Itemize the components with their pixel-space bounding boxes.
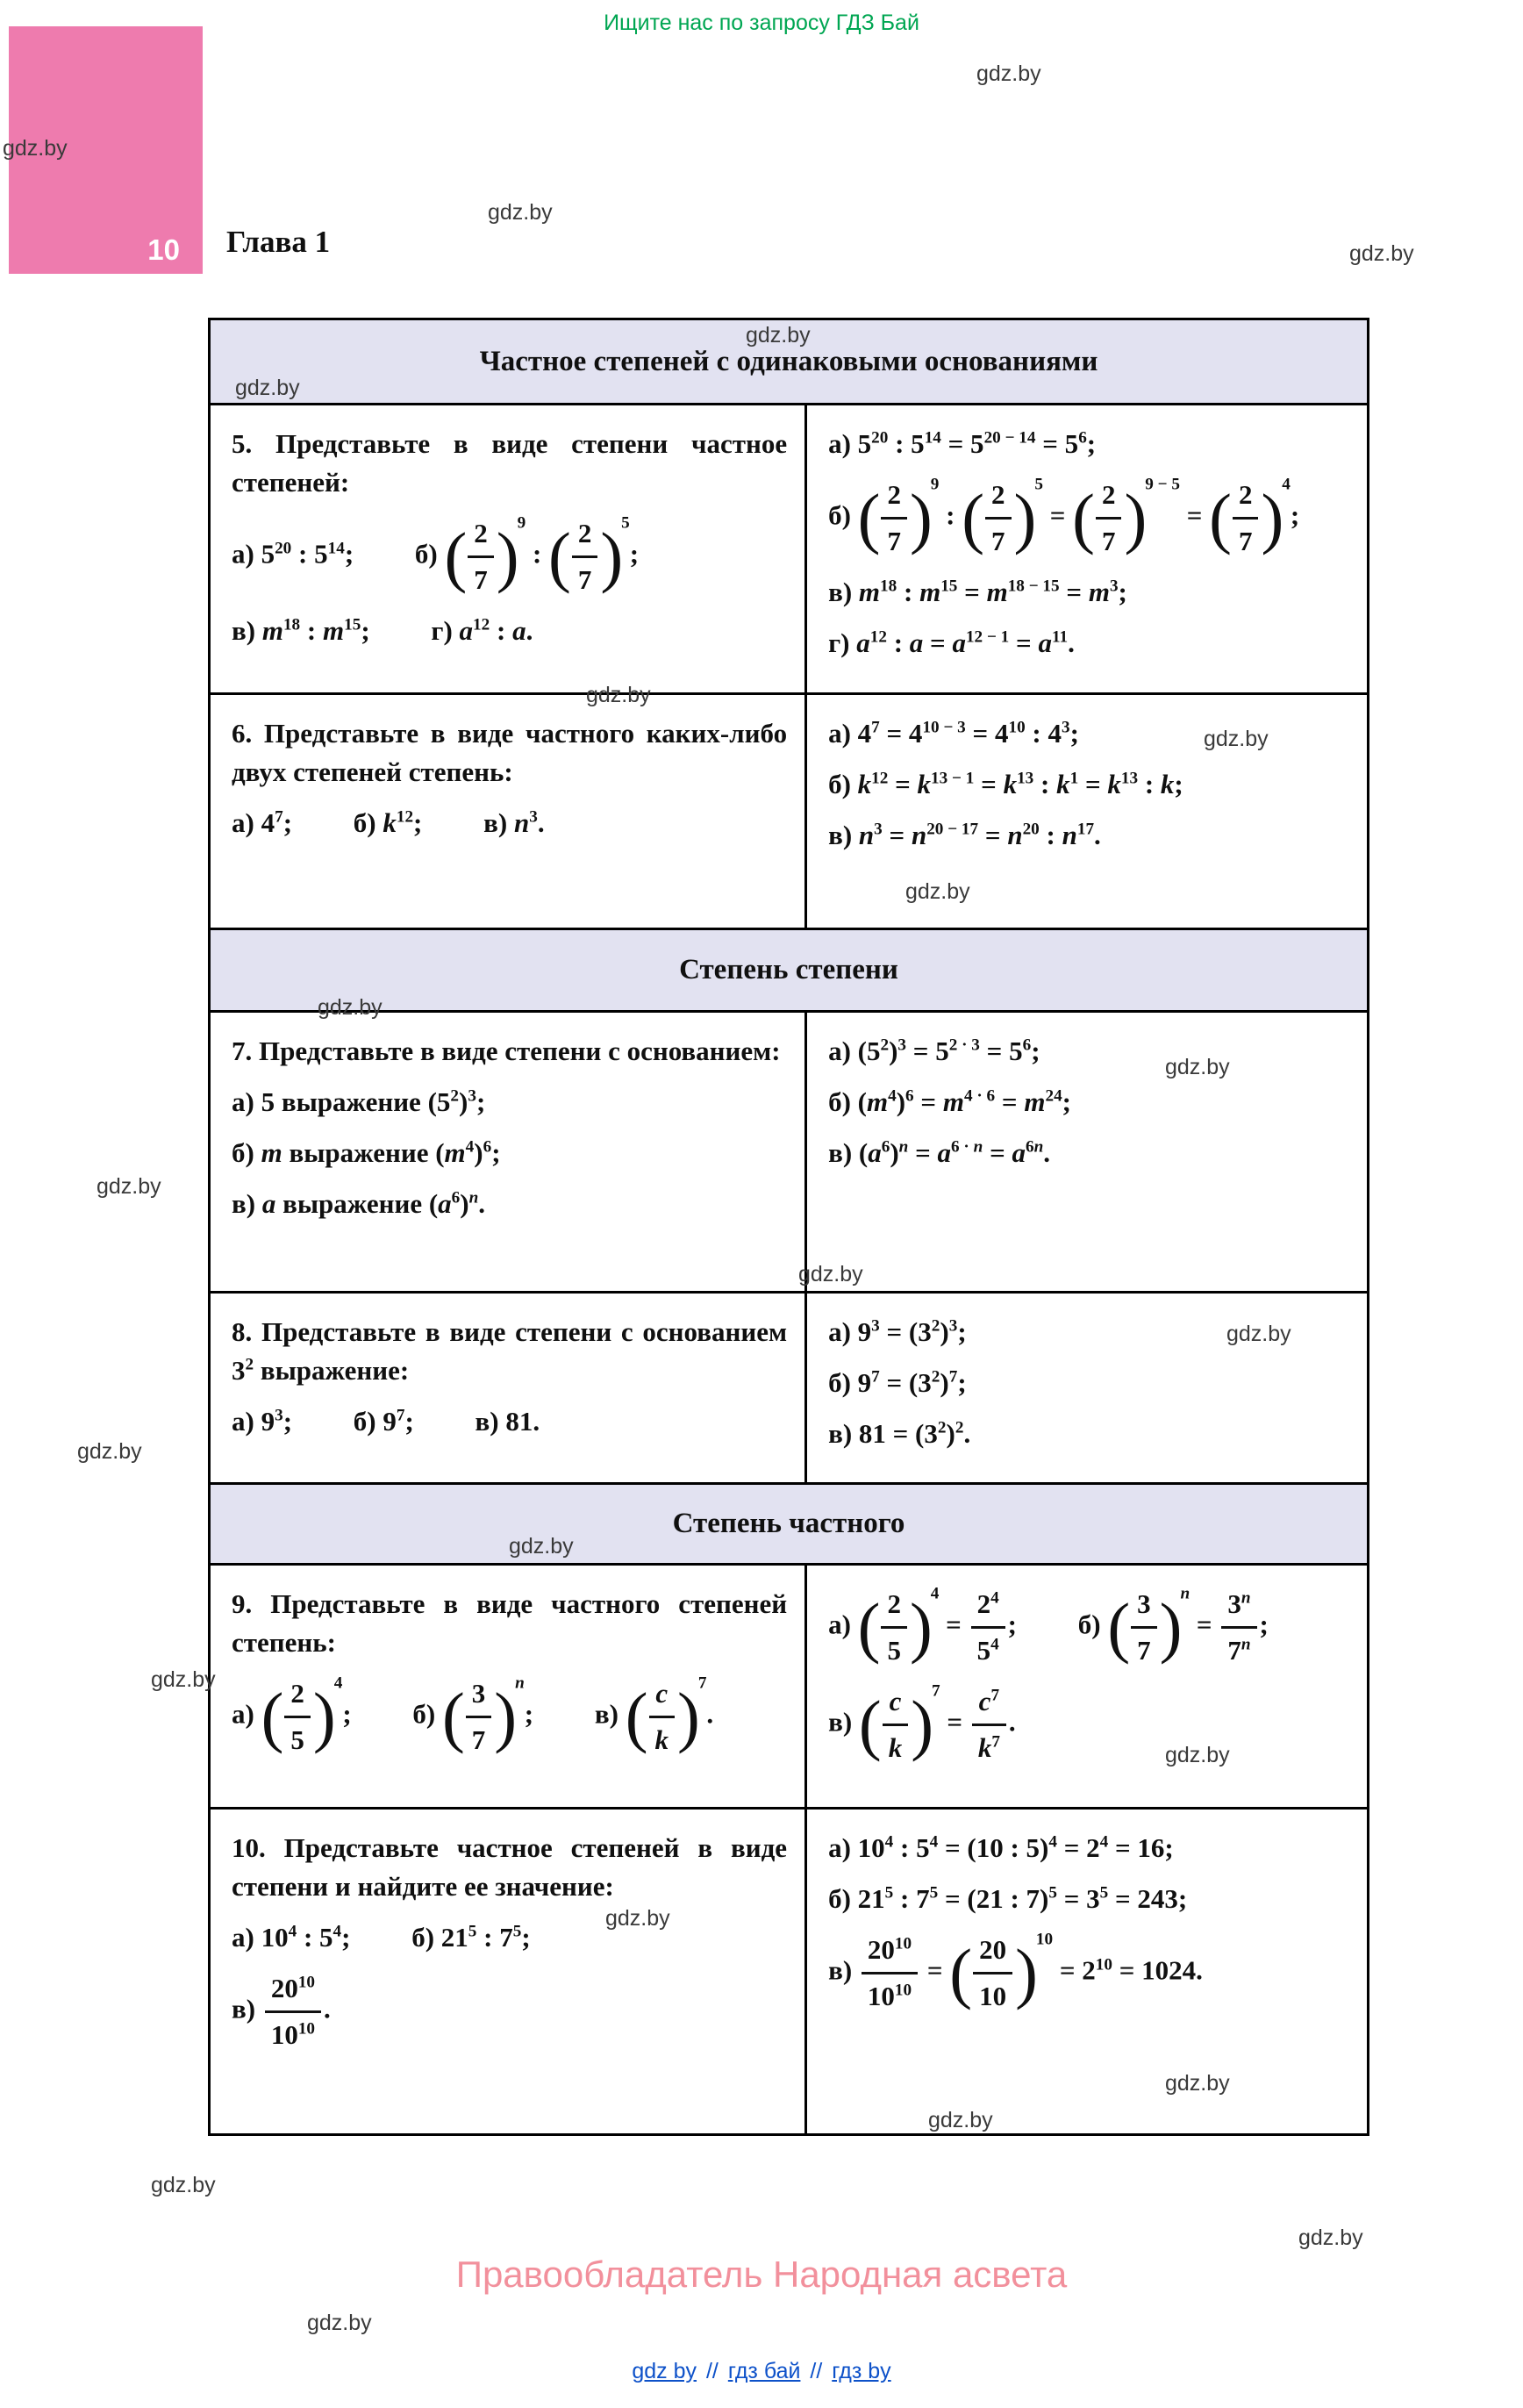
section-header-label: Степень частного [672, 1508, 905, 1539]
left-paren-icon: ( [962, 480, 983, 555]
bottom-link[interactable]: гдз бай [727, 2359, 801, 2383]
right-paren-icon: ) [909, 480, 931, 555]
problem-statement: 8. Представьте в виде степени с основанием $3^2$ выражение: [232, 1316, 788, 1387]
problem-cell [211, 1013, 807, 1291]
gdz-watermark: gdz.by [746, 323, 811, 348]
fraction: $\frac{2}{7}$ [1233, 476, 1259, 561]
answer-line: б) $(m^4)^6 = m^{4 \cdot 6} = m^{24}$; [828, 1086, 1071, 1118]
problem-row [211, 403, 1367, 692]
fraction: $\frac{2}{5}$ [881, 1585, 907, 1670]
fraction: $\frac{2}{7}$ [572, 514, 598, 599]
fraction: $\frac{c}{k}$ [883, 1682, 909, 1767]
gdz-watermark: gdz.by [928, 2108, 993, 2132]
top-search-note: Ищите нас по запросу ГДЗ Бай [604, 11, 919, 35]
left-paren-icon: ( [1072, 480, 1093, 555]
section-header [211, 1482, 1367, 1563]
gdz-watermark: gdz.by [3, 136, 68, 161]
chapter-title: Глава 1 [226, 225, 331, 259]
answer-line: а) ( $\frac{2}{5}$ )$^4$ = $\frac{2^4}{5^4}$ ; б) ( $\frac{3}{7}$ )$^n$ = $\frac{3^n}{7^n}$ ; [828, 1585, 1349, 1670]
left-paren-icon: ( [548, 519, 569, 595]
right-paren-icon: ) [312, 1679, 334, 1755]
left-paren-icon: ( [1107, 1588, 1129, 1665]
left-paren-icon: ( [261, 1679, 282, 1755]
right-paren-icon: ) [1015, 1935, 1036, 2011]
fraction: $\frac{2}{7}$ [468, 514, 494, 599]
left-paren-icon: ( [441, 1679, 463, 1755]
problem-cell [211, 1566, 807, 1807]
gdz-watermark: gdz.by [905, 879, 970, 904]
right-paren-icon: ) [1159, 1588, 1181, 1665]
answer-line: в) $81 = (3^2)^2$. [828, 1418, 971, 1450]
link-separator: // [700, 2359, 725, 2383]
fraction: $\frac{2}{7}$ [881, 476, 907, 561]
answer-line: б) $21^5$ : $7^5 = (21$ : $7)^5 = 3^5 = 243$; [828, 1883, 1188, 1915]
fraction: $\frac{20}{10}$ [973, 1931, 1012, 2016]
problem-items: а) $9^3$; б) $9^7$; в) 81. [232, 1406, 540, 1437]
problem-items: а) $10^4$ : $5^4$; б) $21^5$ : $7^5$; [232, 1922, 531, 1953]
bottom-link[interactable]: gdz by [632, 2359, 697, 2383]
fraction: $\frac{2}{7}$ [985, 476, 1012, 561]
section-header [211, 320, 1367, 403]
right-paren-icon: ) [909, 1588, 931, 1665]
answer-line: в) ( $\frac{c}{k}$ )$^7$ = $\frac{c^7}{k^7}$ . [828, 1682, 1349, 1767]
answer-line: в) $\frac{20^{10}}{10^{10}}$ = ( $\frac{20}{10}$ )$^{10} = 2^{10} = 1024$. [828, 1931, 1349, 2016]
answer-line: а) $10^4$ : $5^4 = (10$ : $5)^4 = 2^4 = 16$; [828, 1832, 1174, 1863]
answer-line: б) $k^{12} = k^{13 - 1} = k^{13}$ : $k^1 = k^{13}$ : k; [828, 769, 1183, 800]
right-paren-icon: ) [494, 1679, 516, 1755]
section-header [211, 928, 1367, 1010]
problem-items: б) m выражение $(m^4)^6$; [232, 1137, 501, 1169]
right-paren-icon: ) [1013, 480, 1035, 555]
section-header-label: Степень степени [679, 954, 898, 985]
problem-row [211, 1807, 1367, 2133]
publisher-note: Правообладатель Народная асвета [455, 2254, 1068, 2295]
gdz-watermark: gdz.by [976, 61, 1041, 86]
left-paren-icon: ( [625, 1679, 647, 1755]
left-paren-icon: ( [1209, 480, 1230, 555]
gdz-watermark: gdz.by [318, 995, 383, 1020]
fraction: $\frac{3^n}{7^n}$ [1221, 1585, 1256, 1670]
page-number: 10 [147, 233, 180, 266]
right-paren-icon: ) [496, 519, 518, 595]
problem-row [211, 1010, 1367, 1291]
problem-statement: 9. Представьте в виде частного степеней степень: [232, 1588, 788, 1659]
answer-line: а) $4^7 = 4^{10 - 3} = 4^{10}$ : $4^3$; [828, 718, 1079, 749]
problem-row [211, 1291, 1367, 1482]
fraction: $\frac{2^4}{5^4}$ [971, 1585, 1005, 1670]
problem-row [211, 692, 1367, 928]
answer-line: в) $(a^6)^n = a^{6 \cdot n} = a^{6n}$. [828, 1137, 1051, 1169]
problem-row [211, 1563, 1367, 1807]
bottom-link[interactable]: гдз by [832, 2359, 891, 2383]
gdz-watermark: gdz.by [97, 1174, 161, 1199]
problem-items: а) $4^7$; б) $k^{12}$; в) $n^3$. [232, 807, 545, 839]
right-paren-icon: ) [600, 519, 622, 595]
answer-line: в) $m^{18}$ : $m^{15} = m^{18 - 15} = m^3$; [828, 577, 1127, 608]
problem-statement: 7. Представьте в виде степени с основанием: [232, 1036, 781, 1066]
right-paren-icon: ) [677, 1679, 698, 1755]
left-paren-icon: ( [857, 1588, 879, 1665]
gdz-watermark: gdz.by [1226, 1322, 1291, 1346]
gdz-watermark: gdz.by [235, 376, 300, 400]
gdz-watermark: gdz.by [1165, 1055, 1230, 1079]
right-paren-icon: ) [1261, 480, 1283, 555]
right-paren-icon: ) [1124, 480, 1146, 555]
problem-statement: 10. Представьте частное степеней в виде степени и найдите ее значение: [232, 1832, 788, 1903]
gdz-watermark: gdz.by [1204, 727, 1269, 751]
problem-items: в) $m^{18}$ : $m^{15}$; г) $a^{12}$ : a. [232, 615, 533, 647]
gdz-watermark: gdz.by [77, 1439, 142, 1464]
fraction: $\frac{c}{k}$ [649, 1674, 676, 1759]
problem-cell [211, 695, 807, 928]
problem-items: в) a выражение $(a^6)^n$. [232, 1188, 486, 1220]
fraction: $\frac{c^7}{k^7}$ [972, 1682, 1006, 1767]
fraction: $\frac{3}{7}$ [466, 1674, 492, 1759]
gdz-watermark: gdz.by [307, 2311, 372, 2335]
answer-cell [807, 1566, 1367, 1807]
problem-statement: 6. Представьте в виде частного каких-либо двух степеней степень: [232, 718, 788, 788]
problem-cell [211, 1810, 807, 2133]
answer-cell [807, 1294, 1367, 1482]
problem-cell [211, 405, 807, 692]
gdz-watermark: gdz.by [1349, 241, 1414, 266]
page-number-box [9, 26, 203, 274]
section-header-label: Частное степеней с одинаковыми основаниями [479, 345, 1098, 377]
fraction: $\frac{2}{7}$ [1096, 476, 1122, 561]
problems-table [208, 318, 1369, 2136]
bottom-links [0, 2359, 1523, 2384]
answer-line: а) $9^3 = (3^2)^3$; [828, 1316, 967, 1347]
left-paren-icon: ( [858, 1687, 880, 1763]
answer-cell [807, 1810, 1367, 2133]
gdz-watermark: gdz.by [605, 1906, 670, 1931]
fraction: $\frac{3}{7}$ [1131, 1585, 1157, 1670]
answer-line: г) $a^{12}$ : $a = a^{12 - 1} = a^{11}$. [828, 627, 1075, 659]
answer-line: в) $n^3 = n^{20 - 17} = n^{20}$ : $n^{17}$. [828, 820, 1101, 851]
link-separator: // [804, 2359, 829, 2383]
problem-items: а) ( $\frac{2}{5}$ )$^4$; б) ( $\frac{3}{7}$ )$^n$; в) ( $\frac{c}{k}$ )$^7$. [232, 1674, 787, 1759]
answer-cell [807, 405, 1367, 692]
fraction: $\frac{20^{10}}{10^{10}}$ [265, 1969, 321, 2054]
gdz-watermark: gdz.by [798, 1262, 863, 1286]
gdz-watermark: gdz.by [151, 1667, 216, 1692]
answer-line: а) $5^{20}$ : $5^{14} = 5^{20 - 14} = 5^6$; [828, 428, 1097, 459]
answer-line: б) $9^7 = (3^2)^7$; [828, 1367, 967, 1399]
gdz-watermark: gdz.by [509, 1534, 574, 1559]
gdz-watermark: gdz.by [151, 2173, 216, 2197]
fraction: $\frac{2}{5}$ [284, 1674, 311, 1759]
answer-line: а) $(5^2)^3 = 5^{2 \cdot 3} = 5^6$; [828, 1036, 1040, 1066]
problem-items: а) $5^{20}$ : $5^{14}$; б) ( $\frac{2}{7}$ )$^9$ : ( $\frac{2}{7}$ )$^5$; [232, 514, 787, 599]
problem-statement: 5. Представьте в виде степени частное степеней: [232, 428, 788, 498]
answer-line: б) ( $\frac{2}{7}$ )$^9$ : ( $\frac{2}{7}$ )$^5$ = ( $\frac{2}{7}$ )$^{9 - 5}$ = ( $\frac{2}{7}$ )$^4$; [828, 476, 1349, 561]
fraction: $\frac{20^{10}}{10^{10}}$ [862, 1931, 918, 2016]
gdz-watermark: gdz.by [1165, 1743, 1230, 1767]
problem-cell [211, 1294, 807, 1482]
gdz-watermark: gdz.by [586, 683, 651, 707]
gdz-watermark: gdz.by [488, 200, 553, 225]
problem-items: а) 5 выражение $(5^2)^3$; [232, 1086, 486, 1118]
left-paren-icon: ( [444, 519, 466, 595]
left-paren-icon: ( [949, 1935, 971, 2011]
answer-cell [807, 1013, 1367, 1291]
left-paren-icon: ( [857, 480, 879, 555]
gdz-watermark: gdz.by [1165, 2071, 1230, 2096]
problem-items: в) $\frac{20^{10}}{10^{10}}$ . [232, 1969, 787, 2054]
right-paren-icon: ) [911, 1687, 933, 1763]
gdz-watermark: gdz.by [1298, 2225, 1363, 2250]
answer-cell [807, 695, 1367, 928]
